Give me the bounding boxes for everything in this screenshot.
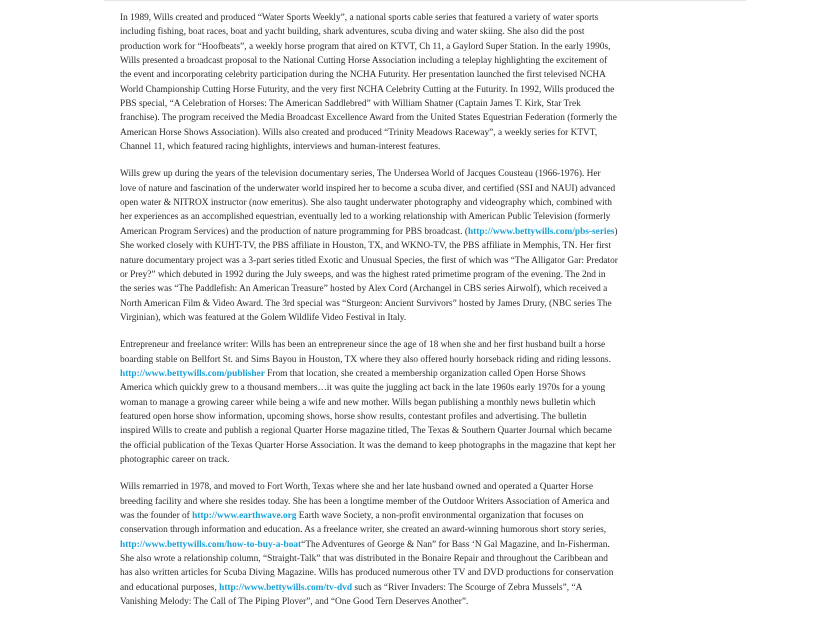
paragraph-text: From that location, she created a membership organization called Open Horse Shows America which quickly grew to a thousand members…it was quite the juggling act back in the late 1960s early 1970s for a young woman to manage a growing career while being a wife and new mother. Wills began publishing a monthly news bulletin which featured open horse show information, upcoming shows, horse show results, contestant profiles and advertising. The bulletin inspired Wills to create and publish a regional Quarter Horse magazine titled, The Texas & Southern Quarter Journal which became the official publication of the Texas Quarter Horse Association. It was the demand to keep photographs in the magazine that kept her photographic career on track.: [120, 368, 616, 465]
paragraph-text: “The Adventures of George & Nan” for Bass ‘N Gal Magazine, and In-Fisherman. She also wrote a relationship column, “Straight-Talk” that was distributed in the Bonaire Repair and throughout the Caribbean and has also written articles for Scuba Diving Magazine. Wills has produced numerous other TV and DVD productions for conservation and educational purposes,: [120, 539, 614, 593]
how-to-buy-a-boat-link[interactable]: http://www.bettywills.com/how-to-buy-a-boat: [120, 539, 302, 550]
earthwave-link[interactable]: http://www.earthwave.org: [192, 511, 297, 521]
paragraph-text: In 1989, Wills created and produced “Water Sports Weekly”, a national sports cable series that featured a variety of water sports including fishing, boat races, boat and yacht building, shark adventures, scuba diving and water skiing. She also did the post production work for “Hoofbeats”, a weekly horse program that aired on KTVT, Ch 11, a Gaylord Super Station. In the early 1990s, Wills presented a broadcast proposal to the National Cutting Horse Association including a teleplay highlighting the excitement of the event and incorporating celebrity participation during the NCHA Futurity. Her presentation launched the first televised NCHA World Championship Cutting Horse Futurity, and the very first NCHA Celebrity Cutting at the Futurity. In 1992, Wills produced the PBS special, “A Celebration of Horses: The American Saddlebred” with William Shatner (Captain James T. Kirk, Star Trek franchise). The program received the Media Broadcast Excellence Award from the United States Equestrian Federation (formerly the American Horse Shows Association). Wills also created and produced “Trinity Meadows Raceway”, a weekly series for KTVT, Channel 11, which featured racing highlights, interviews and human-interest features.: [120, 13, 617, 153]
paragraph-fort-worth: [120, 480, 618, 609]
pbs-series-link[interactable]: http://www.bettywills.com/pbs-series: [467, 226, 615, 237]
paragraph-text: such as “River Invaders: The Scourge of Zebra Mussels”, “A Vanishing Melody: The Call of The Piping Plover”, and “One Good Tern Deserves Another”.: [120, 582, 582, 608]
top-divider: [104, 0, 746, 1]
tv-dvd-link[interactable]: http://www.bettywills.com/tv-dvd: [219, 582, 353, 593]
paragraph-water-sports: [120, 11, 618, 154]
paragraph-text: ) She worked closely with KUHT-TV, the PBS affiliate in Houston, TX, and WKNO-TV, the PBS affiliate in Memphis, TN. Her first nature documentary project was a 3-part series titled Exotic and Unusual Species, the first of which was “The Alligator Gar: Predator or Prey?” which debuted in 1992 during the July sweeps, and was the highest rated primetime program of the evening. The 2nd in the series was “The Paddlefish: An American Treasure” hosted by Alex Cord (Archangel in CBS series Airwolf), which received a North American Film & Video Award. The 3rd special was “Sturgeon: Ancient Survivors” hosted by James Drury, (NBC series The Virginian), which was featured at the Golem Wildlife Video Festival in Italy.: [120, 226, 618, 323]
paragraph-text: Wills remarried in 1978, and moved to Fort Worth, Texas where she and her late husband owned and operated a Quarter Horse breeding facility and where she resides today. She has been a longtime member of the Outdoor Writers Association of America and was the founder of: [120, 482, 610, 521]
paragraph-nature-documentaries: [120, 167, 618, 325]
paragraph-entrepreneur: [120, 338, 618, 467]
biography-article: [120, 11, 618, 622]
paragraph-text: Wills grew up during the years of the television documentary series, The Undersea World of Jacques Cousteau (1966-1976). Her love of nature and fascination of the underwater world inspired her to become a scuba diver, and certified (SSI and NAUI) advanced open water & NITROX instructor (now emeritus). She also taught underwater photography and videography which, combined with her experiences as an accomplished equestrian, eventually led to a working relationship with American Public Television (formerly American Program Services) and the production of nature programming for PBS broadcast. (: [120, 169, 616, 237]
paragraph-text: Entrepreneur and freelance writer: Wills has been an entrepreneur since the age of 18 when she and her first husband built a horse boarding stable on Bellfort St. and Sims Bayou in Houston, TX where they also offered hourly horseback riding and riding lessons.: [120, 340, 611, 365]
paragraph-text: Earth wave Society, a non-profit environmental organization that focuses on conservation through information and education. As a freelance writer, she created an award-winning humorous short story series,: [120, 511, 607, 536]
publisher-link[interactable]: http://www.bettywills.com/publisher: [120, 368, 265, 379]
